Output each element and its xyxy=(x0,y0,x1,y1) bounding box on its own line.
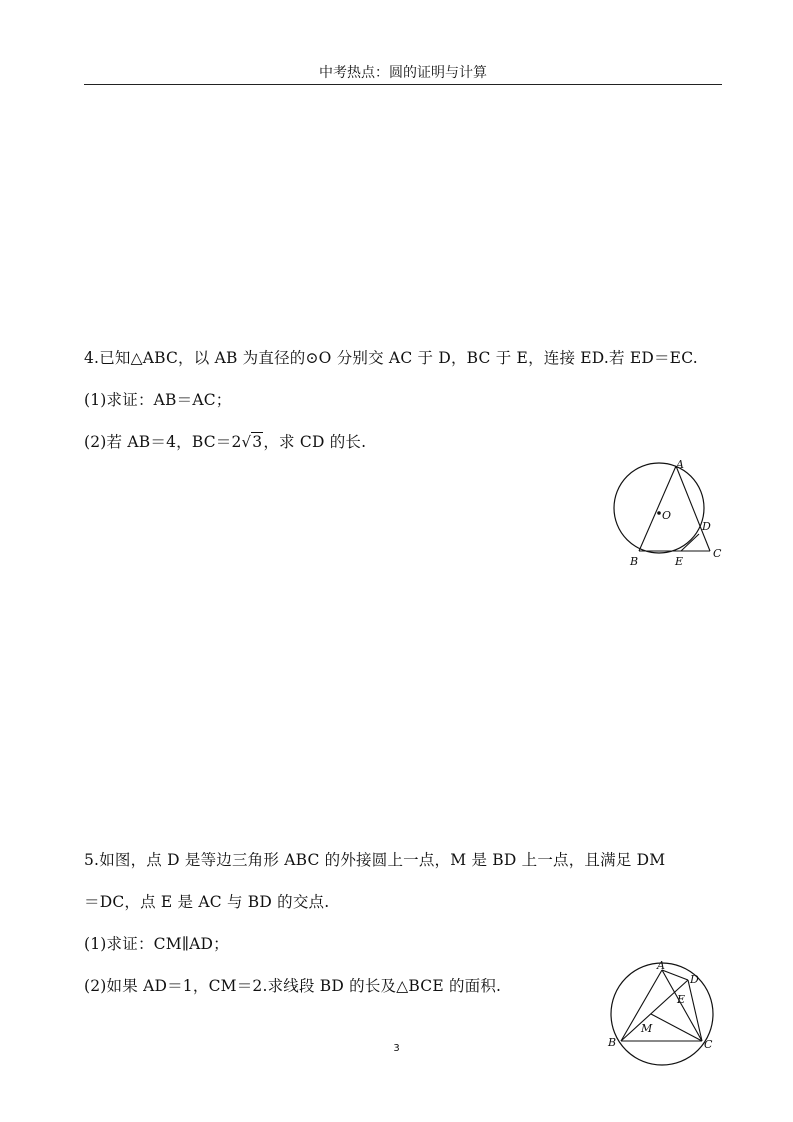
problem5-part1: (1)求证：CM∥AD； xyxy=(84,935,229,953)
fig5-label-c: C xyxy=(704,1038,713,1051)
problem4-part1: (1)求证：AB＝AC； xyxy=(84,391,232,409)
problem4-stem: 4.已知△ABC，以 AB 为直径的⊙O 分别交 AC 于 D，BC 于 E，连接 ED.若 ED＝EC. xyxy=(84,349,698,367)
header-rule xyxy=(84,84,722,85)
fig5-label-d: D xyxy=(690,973,699,986)
fig4-center-dot xyxy=(657,511,661,515)
sqrt-symbol: √3 xyxy=(241,433,263,451)
problem4-figure xyxy=(605,456,735,576)
fig4-label-d: D xyxy=(702,520,711,533)
problem5-part2: (2)如果 AD＝1，CM＝2.求线段 BD 的长及△BCE 的面积. xyxy=(84,977,502,995)
problem5-stem-line2: ＝DC，点 E 是 AC 与 BD 的交点. xyxy=(84,893,330,911)
fig4-circle xyxy=(614,463,704,553)
page-header-title: 中考热点：圆的证明与计算 xyxy=(319,65,487,81)
problem4-part2 xyxy=(84,430,366,452)
fig4-label-e: E xyxy=(675,555,684,568)
fig5-label-b: B xyxy=(608,1036,617,1049)
fig4-label-o: O xyxy=(662,509,672,522)
problem4-part2-pre: (2)若 AB＝4，BC＝2 xyxy=(84,433,242,451)
fig4-label-b: B xyxy=(630,555,639,568)
fig4-label-a: A xyxy=(676,458,684,471)
fig5-segment-ad xyxy=(662,970,688,980)
fig5-label-a: A xyxy=(657,959,665,972)
problem5-stem-line1: 5.如图，点 D 是等边三角形 ABC 的外接圆上一点，M 是 BD 上一点，且满足 DM xyxy=(84,851,666,869)
problem4-part2-post: ，求 CD 的长. xyxy=(263,433,367,451)
fig4-segment-ed xyxy=(681,534,699,551)
page-number: 3 xyxy=(393,1043,400,1054)
fig5-label-e: E xyxy=(677,993,686,1006)
fig5-segment-bd xyxy=(621,980,688,1041)
fig5-label-m: M xyxy=(641,1022,653,1035)
sqrt-radicand: 3 xyxy=(252,433,263,451)
fig5-segment-dc xyxy=(688,980,702,1041)
fig4-label-c: C xyxy=(713,547,722,560)
